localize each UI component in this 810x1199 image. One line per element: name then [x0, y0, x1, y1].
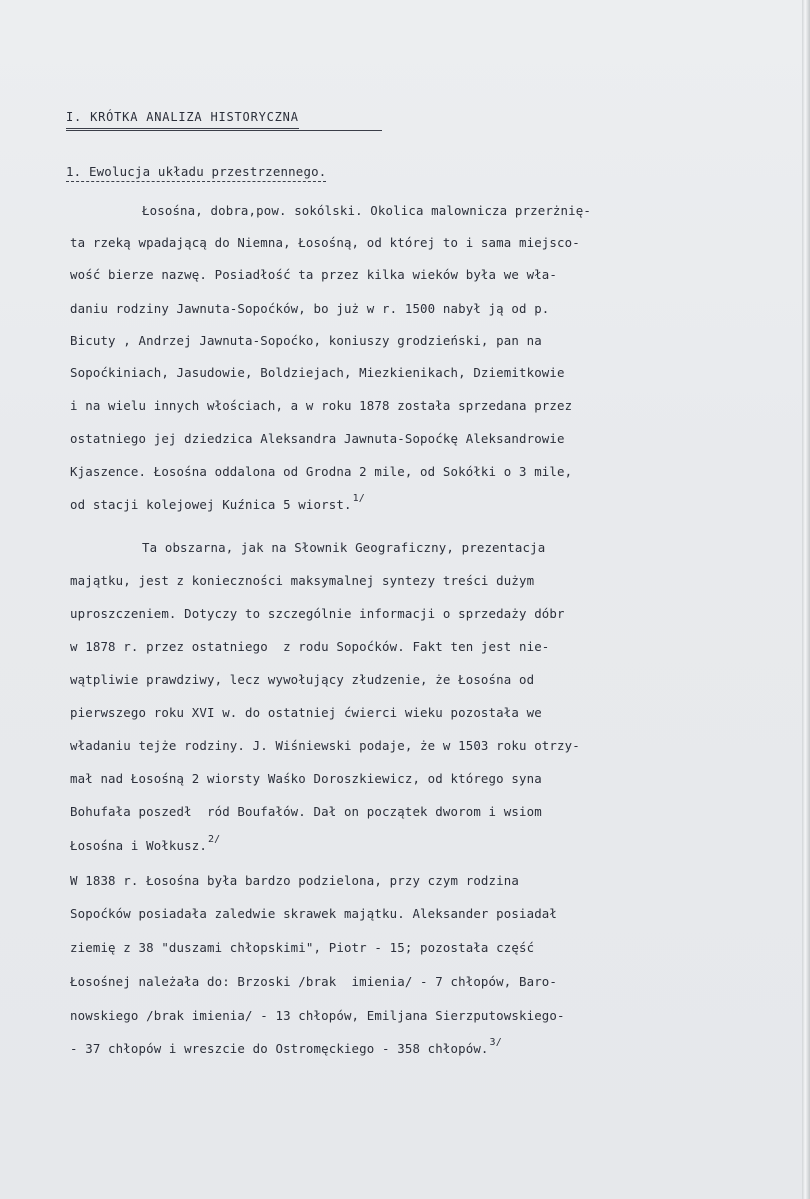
- paragraph-2-line-5: wątpliwie prawdziwy, lecz wywołujący złudzenie, że Łosośna od: [70, 672, 535, 687]
- paragraph-1-line-3: wość bierze nazwę. Posiadłość ta przez kilka wieków była we wła-: [70, 267, 558, 282]
- paragraph-3-line-3: ziemię z 38 "duszami chłopskimi", Piotr - 15; pozostała część: [70, 940, 535, 955]
- paragraph-1-line-7: i na wielu innych włościach, a w roku 1878 została sprzedana przez: [70, 398, 573, 413]
- paragraph-3-line-4: Łosośnej należała do: Brzoski /brak imienia/ - 7 chłopów, Baro-: [70, 974, 558, 989]
- paragraph-2-line-2: majątku, jest z konieczności maksymalnej syntezy treści dużym: [70, 573, 535, 588]
- page-edge-shadow: [802, 0, 810, 1199]
- paragraph-2-line-6: pierwszego roku XVI w. do ostatniej ćwierci wieku pozostała we: [70, 705, 542, 720]
- paragraph-3-line-1: W 1838 r. Łosośna była bardzo podzielona, przy czym rodzina: [70, 873, 519, 888]
- chapter-heading-rule: [66, 130, 382, 131]
- footnote-ref-3: 3/: [489, 1037, 502, 1048]
- paragraph-1-line-8: ostatniego jej dziedzica Aleksandra Jawnuta-Sopoćkę Aleksandrowie: [70, 431, 565, 446]
- footnote-ref-2: 2/: [207, 834, 221, 845]
- paragraph-1-line-2: ta rzeką wpadającą do Niemna, Łosośną, od której to i sama miejsco-: [70, 235, 580, 250]
- paragraph-1-line-10-text: od stacji kolejowej Kuźnica 5 wiorst.: [70, 497, 352, 512]
- paragraph-2-line-10-text: Łosośna i Wołkusz.: [70, 838, 207, 853]
- paragraph-3-line-2: Sopoćków posiadała zaledwie skrawek majątku. Aleksander posiadał: [70, 906, 558, 921]
- paragraph-3-line-6-text: - 37 chłopów i wreszcie do Ostromęckiego - 358 chłopów.: [70, 1041, 489, 1056]
- paragraph-2-line-4: w 1878 r. przez ostatniego z rodu Sopoćków. Fakt ten jest nie-: [70, 639, 550, 654]
- paragraph-1-line-1: Łosośna, dobra,pow. sokólski. Okolica malownicza przerżnię-: [142, 203, 591, 218]
- paragraph-1-line-4: daniu rodziny Jawnuta-Sopoćków, bo już w r. 1500 nabył ją od p.: [70, 301, 550, 316]
- paragraph-2-line-8: mał nad Łosośną 2 wiorsty Waśko Doroszkiewicz, od którego syna: [70, 771, 542, 786]
- paragraph-1-line-6: Sopoćkiniach, Jasudowie, Boldziejach, Miezkienikach, Dziemitkowie: [70, 365, 565, 380]
- section-heading: 1. Ewolucja układu przestrzennego.: [66, 163, 326, 182]
- paragraph-1-line-5: Bicuty , Andrzej Jawnuta-Sopoćko, koniuszy grodzieński, pan na: [70, 333, 542, 348]
- paragraph-3-line-6: [70, 1037, 502, 1060]
- paragraph-2-line-9: Bohufała poszedł ród Boufałów. Dał on początek dworom i wsiom: [70, 804, 542, 819]
- paragraph-2-line-1: Ta obszarna, jak na Słownik Geograficzny, prezentacja: [142, 540, 546, 555]
- paragraph-2-line-3: uproszczeniem. Dotyczy to szczególnie informacji o sprzedaży dóbr: [70, 606, 565, 621]
- paragraph-2-line-10: [70, 834, 221, 857]
- paragraph-1-line-9: Kjaszence. Łosośna oddalona od Grodna 2 mile, od Sokółki o 3 mile,: [70, 464, 573, 479]
- chapter-heading: I. KRÓTKA ANALIZA HISTORYCZNA: [66, 108, 299, 129]
- paragraph-3-line-5: nowskiego /brak imienia/ - 13 chłopów, Emiljana Sierzputowskiego-: [70, 1008, 565, 1023]
- footnote-ref-1: 1/: [352, 493, 365, 504]
- paragraph-2-line-7: władaniu tejże rodziny. J. Wiśniewski podaje, że w 1503 roku otrzy-: [70, 738, 580, 753]
- paragraph-1-line-10: [70, 493, 365, 516]
